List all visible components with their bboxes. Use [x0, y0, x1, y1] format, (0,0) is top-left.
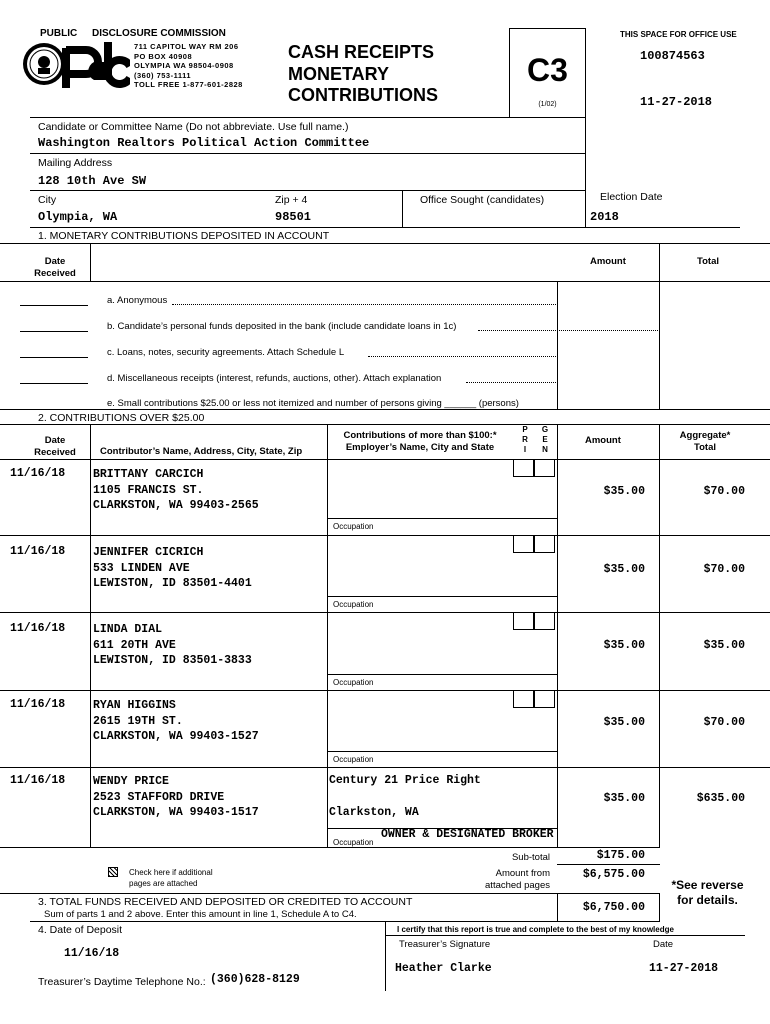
report-number: 100874563 — [640, 49, 705, 63]
s1-amount-header: Amount — [590, 256, 626, 267]
check-label-line: Check here if additional — [129, 868, 213, 877]
primary-checkbox[interactable] — [513, 612, 534, 630]
contributor-street: 2523 STAFFORD DRIVE — [93, 790, 225, 804]
agency-address — [134, 42, 243, 90]
form-code: C3 — [527, 52, 568, 88]
check-label-line: pages are attached — [129, 879, 198, 888]
occupation-label: Occupation — [333, 678, 374, 687]
address-line: TOLL FREE 1-877-601-2828 — [134, 80, 243, 89]
row-aggregate: $70.00 — [703, 716, 745, 729]
attached-pages-value: $6,575.00 — [582, 868, 645, 881]
contributor-street: 611 20TH AVE — [93, 638, 176, 652]
address-line: OLYMPIA WA 98504-0908 — [134, 61, 234, 70]
primary-checkbox[interactable] — [513, 535, 534, 553]
row-amount: $35.00 — [603, 485, 645, 498]
s1-line-e: e. Small contributions $25.00 or less not itemized and number of persons giving ______ (persons) — [107, 398, 519, 409]
agency-name-public: PUBLIC — [40, 28, 78, 39]
section2-title: 2. CONTRIBUTIONS OVER $25.00 — [38, 412, 205, 424]
additional-pages-label — [129, 867, 213, 889]
signature-date: 11-27-2018 — [649, 962, 719, 975]
s1-line-d: d. Miscellaneous receipts (interest, refunds, auctions, other). Attach explanation — [107, 373, 442, 384]
row-date: 11/16/18 — [10, 545, 66, 558]
occupation-label: Occupation — [333, 755, 374, 764]
employer-name: Century 21 Price Right — [329, 774, 481, 787]
section1-title: 1. MONETARY CONTRIBUTIONS DEPOSITED IN ACCOUNT — [38, 230, 330, 242]
contributor-street: 1105 FRANCIS ST. — [93, 483, 204, 497]
employer-city: Clarkston, WA — [329, 806, 419, 819]
contributor-info — [93, 774, 259, 821]
row-date: 11/16/18 — [10, 698, 66, 711]
general-checkbox[interactable] — [534, 612, 555, 630]
row-aggregate: $635.00 — [696, 792, 745, 805]
agency-name: DISCLOSURE COMMISSION — [92, 28, 226, 39]
contributor-name: JENNIFER CICRICH — [93, 546, 204, 559]
contributor-info — [93, 622, 252, 669]
phone-label: Treasurer’s Daytime Telephone No.: — [38, 976, 206, 988]
primary-checkbox[interactable] — [513, 459, 534, 477]
row-date: 11/16/18 — [10, 774, 66, 787]
signature-date-label: Date — [653, 939, 674, 950]
occupation-value: OWNER & DESIGNATED BROKER — [381, 828, 554, 841]
zip-label: Zip + 4 — [275, 194, 308, 206]
committee-name-label: Candidate or Committee Name (Do not abbreviate. Use full name.) — [38, 121, 349, 133]
s1-line-b: b. Candidate’s personal funds deposited in the bank (include candidate loans in 1c) — [107, 321, 457, 332]
form-title-line: CONTRIBUTIONS — [288, 85, 438, 105]
contributor-info — [93, 545, 252, 592]
zip-value: 98501 — [275, 210, 312, 224]
form-title — [288, 42, 438, 107]
s1-line-c: c. Loans, notes, security agreements. Attach Schedule L — [107, 347, 345, 358]
address-line: 711 CAPITOL WAY RM 206 — [134, 42, 239, 51]
contributor-name: LINDA DIAL — [93, 623, 163, 636]
row-amount: $35.00 — [603, 639, 645, 652]
committee-name: Washington Realtors Political Action Committee — [38, 136, 370, 150]
treasurer-phone: (360)628-8129 — [210, 973, 300, 986]
s2-name-header: Contributor’s Name, Address, City, State, Zip — [100, 446, 303, 457]
row-aggregate: $70.00 — [703, 563, 745, 576]
form-title-line: MONETARY — [288, 63, 389, 84]
election-date-label: Election Date — [600, 191, 663, 203]
city-label: City — [38, 194, 57, 206]
attached-label-line: Amount from — [495, 868, 550, 879]
s1-date-header: Date Received — [34, 256, 76, 279]
row-amount: $35.00 — [603, 716, 645, 729]
additional-pages-checkbox[interactable] — [108, 867, 118, 877]
contributor-city: LEWISTON, ID 83501-3833 — [93, 654, 252, 667]
subtotal-label: Sub-total — [511, 852, 550, 863]
subtotal-value: $175.00 — [596, 849, 645, 862]
row-date: 11/16/18 — [10, 622, 66, 635]
occupation-label: Occupation — [333, 600, 374, 609]
general-checkbox[interactable] — [534, 690, 555, 708]
contributor-name: BRITTANY CARCICH — [93, 468, 204, 481]
see-reverse-line: for details. — [677, 893, 738, 907]
contributor-info — [93, 698, 259, 745]
address-line: (360) 753-1111 — [134, 70, 192, 80]
city-value: Olympia, WA — [38, 210, 118, 224]
s2-date-header: Date Received — [34, 435, 76, 458]
contributor-city: CLARKSTON, WA 99403-1527 — [93, 730, 259, 743]
occupation-label: Occupation — [333, 522, 374, 531]
pdc-seal-icon — [22, 40, 130, 90]
deposit-date-label: 4. Date of Deposit — [38, 924, 123, 936]
contributor-street: 2615 19TH ST. — [93, 714, 183, 728]
row-aggregate: $35.00 — [703, 639, 745, 652]
office-sought-label: Office Sought (candidates) — [420, 194, 545, 206]
general-checkbox[interactable] — [534, 535, 555, 553]
s2-general-header: G E N — [541, 425, 549, 454]
contributor-street: 533 LINDEN AVE — [93, 561, 190, 575]
contributor-city: LEWISTON, ID 83501-4401 — [93, 577, 252, 590]
contributor-name: RYAN HIGGINS — [93, 699, 176, 712]
pdc-logo — [22, 40, 130, 90]
attached-pages-label — [440, 868, 550, 892]
attached-label-line: attached pages — [485, 880, 550, 891]
contributor-name: WENDY PRICE — [93, 775, 169, 788]
form-revision: (1/02) — [538, 101, 557, 108]
office-use-label: THIS SPACE FOR OFFICE USE — [620, 30, 737, 39]
grand-total-value: $6,750.00 — [582, 901, 645, 914]
treasurer-signature: Heather Clarke — [395, 962, 492, 975]
mailing-address-label: Mailing Address — [38, 157, 113, 169]
form-title-line: CASH RECEIPTS — [288, 42, 435, 62]
primary-checkbox[interactable] — [513, 690, 534, 708]
see-reverse-note — [660, 878, 755, 908]
row-aggregate: $70.00 — [703, 485, 745, 498]
general-checkbox[interactable] — [534, 459, 555, 477]
s2-primary-header: P R I — [522, 425, 528, 454]
row-amount: $35.00 — [603, 792, 645, 805]
s1-line-a: a. Anonymous — [107, 295, 168, 306]
deposit-date: 11/16/18 — [64, 947, 120, 960]
report-date: 11-27-2018 — [640, 95, 713, 109]
occupation-label: Occupation — [333, 838, 374, 847]
contributor-info — [93, 467, 259, 514]
contributor-city: CLARKSTON, WA 99403-1517 — [93, 806, 259, 819]
section3-subtitle: Sum of parts 1 and 2 above. Enter this amount in line 1, Schedule A to C4. — [44, 909, 357, 920]
s2-aggregate-header: Aggregate* Total — [679, 430, 731, 453]
section3-title: 3. TOTAL FUNDS RECEIVED AND DEPOSITED OR CREDITED TO ACCOUNT — [38, 896, 413, 908]
address-line: PO BOX 40908 — [134, 51, 193, 61]
signature-label: Treasurer’s Signature — [399, 939, 491, 950]
s2-employer-header: Contributions of more than $100:* Employer’s Name, City and State — [343, 430, 497, 453]
contributor-city: CLARKSTON, WA 99403-2565 — [93, 499, 259, 512]
mailing-address: 128 10th Ave SW — [38, 174, 147, 188]
row-amount: $35.00 — [603, 563, 645, 576]
s2-amount-header: Amount — [585, 435, 621, 446]
see-reverse-line: *See reverse — [671, 878, 744, 892]
certification-statement: I certify that this report is true and complete to the best of my knowledge — [397, 925, 674, 934]
s1-total-header: Total — [697, 256, 719, 267]
election-date: 2018 — [590, 210, 619, 224]
row-date: 11/16/18 — [10, 467, 66, 480]
